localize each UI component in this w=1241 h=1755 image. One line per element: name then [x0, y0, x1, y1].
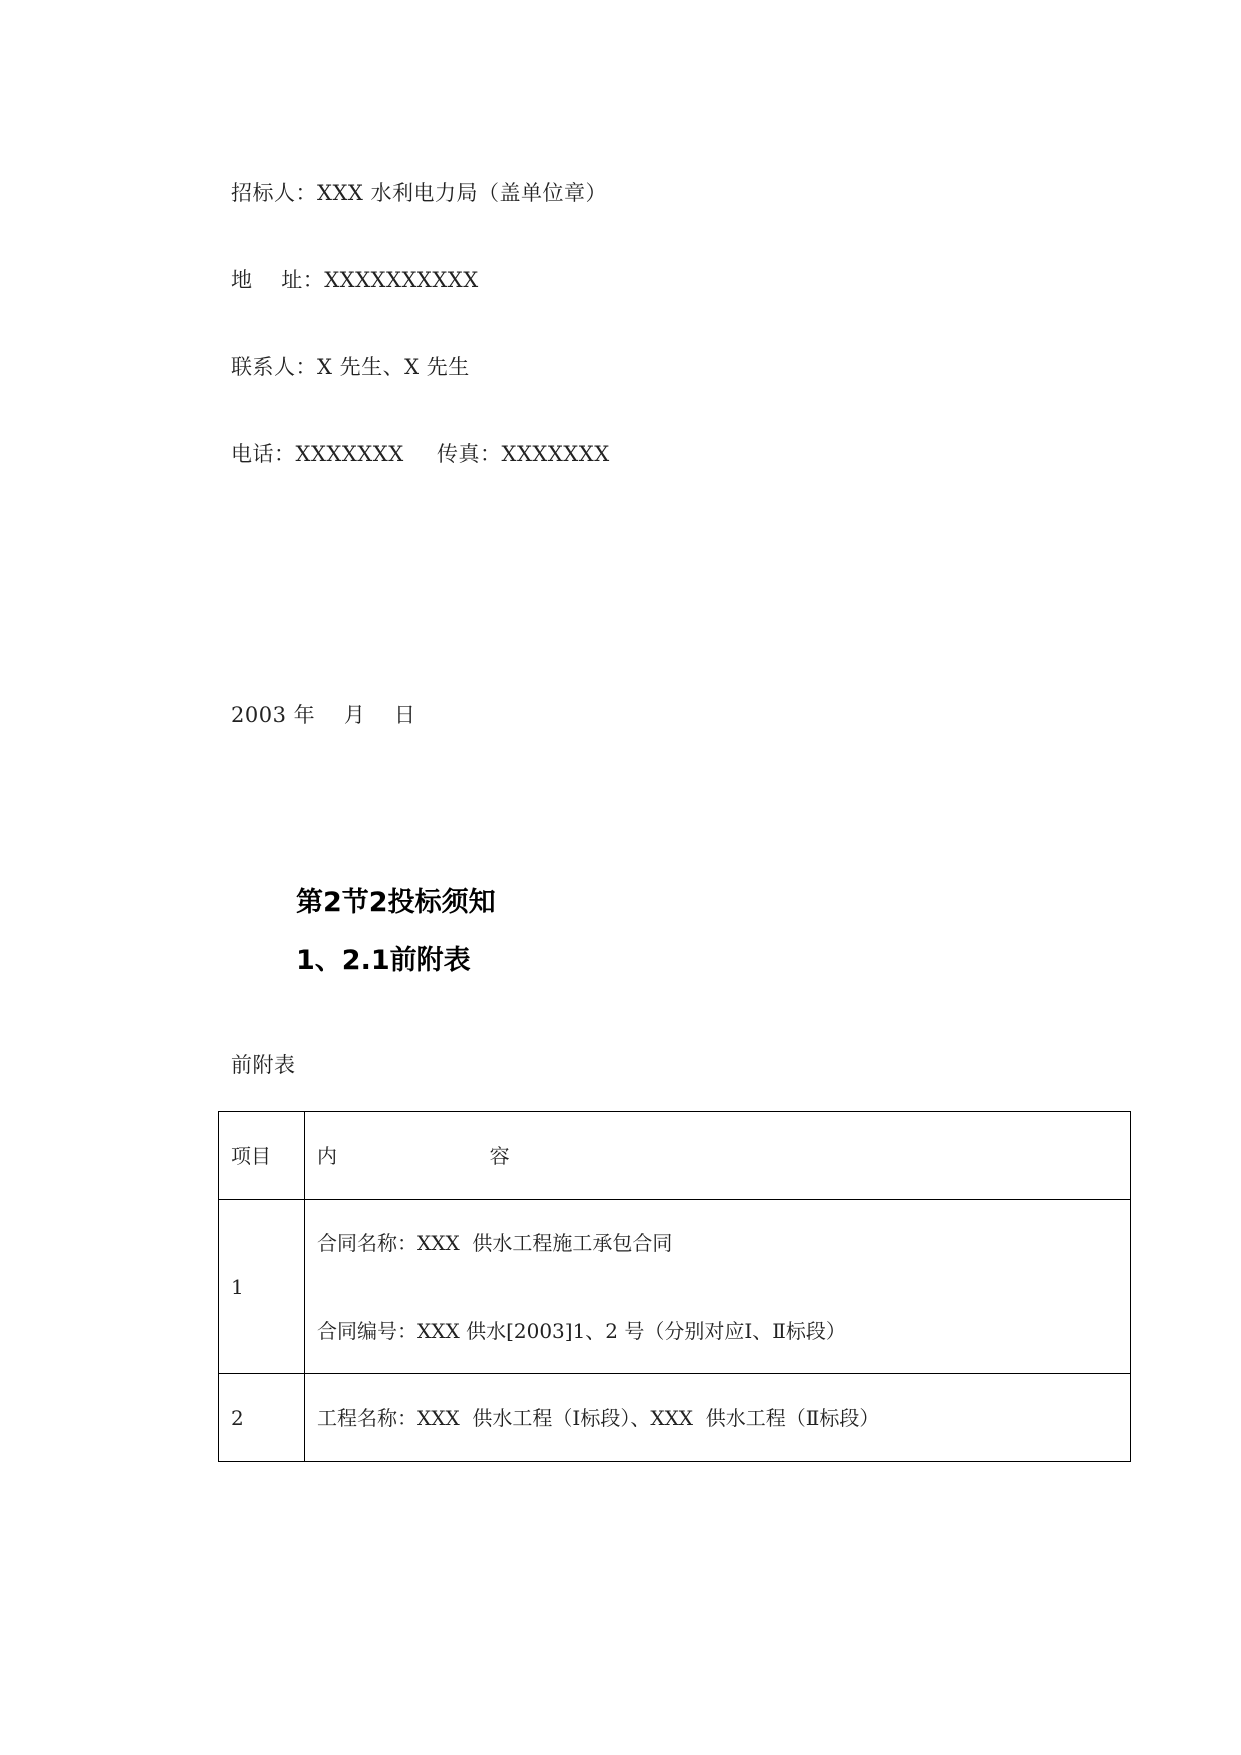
- header-content-cell: [305, 1112, 1131, 1200]
- row-content-cell: [305, 1200, 1131, 1374]
- contact-line: 联系人：X 先生、X 先生: [231, 355, 470, 379]
- row-item-number: 1: [231, 1274, 244, 1299]
- table-row: [219, 1374, 1131, 1462]
- header-item-label: 项目: [231, 1143, 271, 1168]
- project-name-line: 工程名称：XXX 供水工程（Ⅰ标段）、XXX 供水工程（Ⅱ标段）: [317, 1405, 880, 1430]
- row-item-cell: [219, 1200, 305, 1374]
- date-line: 2003 年 月 日: [231, 703, 416, 727]
- tenderer-line: 招标人：XXX 水利电力局（盖单位章）: [231, 181, 608, 205]
- header-item-cell: [219, 1112, 305, 1200]
- row-content-cell: [305, 1374, 1131, 1462]
- phone-line: 电话：XXXXXXX: [231, 442, 404, 466]
- row-item-cell: [219, 1374, 305, 1462]
- contract-number-line: 合同编号：XXX 供水[2003]1、2 号（分别对应Ⅰ、Ⅱ标段）: [317, 1318, 846, 1343]
- table-header-row: [219, 1112, 1131, 1200]
- header-content-label: 内 容: [317, 1143, 510, 1168]
- fax-line: 传真：XXXXXXX: [437, 442, 610, 466]
- table-row: [219, 1200, 1131, 1374]
- subsection-heading: 1、2.1前附表: [296, 945, 471, 976]
- row-item-number: 2: [231, 1405, 244, 1430]
- address-line: 地 址：XXXXXXXXXX: [231, 268, 479, 292]
- table-caption: 前附表: [231, 1053, 296, 1077]
- cell-spacer: [317, 1256, 1118, 1318]
- contract-name-line: 合同名称：XXX 供水工程施工承包合同: [317, 1230, 673, 1255]
- section-heading: 第2节2投标须知: [296, 887, 496, 918]
- pre-attached-table: [218, 1111, 1131, 1462]
